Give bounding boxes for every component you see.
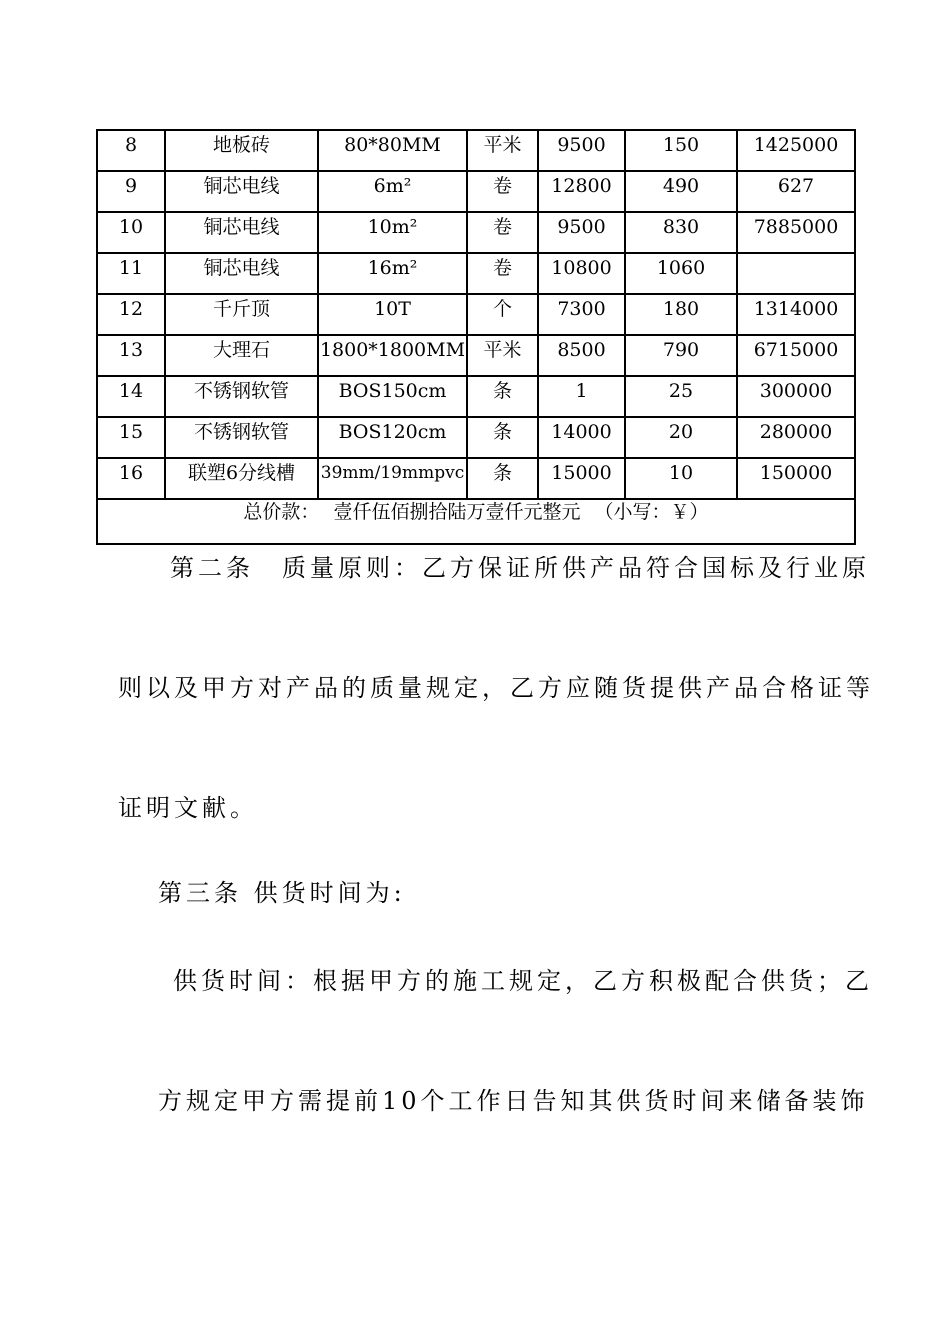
cell-unit: 平米	[467, 335, 538, 376]
cell-amount: 1425000	[737, 130, 855, 171]
table-row	[97, 171, 855, 212]
cell-no: 12	[97, 294, 165, 335]
cell-qty: 10800	[538, 253, 625, 294]
cell-unit: 个	[467, 294, 538, 335]
cell-price: 1060	[625, 253, 737, 294]
cell-price: 20	[625, 417, 737, 458]
cell-no: 15	[97, 417, 165, 458]
total-label: 总价款：	[243, 501, 320, 523]
cell-no: 11	[97, 253, 165, 294]
cell-price: 180	[625, 294, 737, 335]
cell-no: 8	[97, 130, 165, 171]
cell-unit: 卷	[467, 171, 538, 212]
table-row	[97, 458, 855, 499]
table-row	[97, 376, 855, 417]
clause-3-line-1: 供货时间：根据甲方的施工规定，乙方积极配合供货；乙	[173, 967, 873, 995]
cell-name: 铜芯电线	[165, 171, 318, 212]
cell-no: 10	[97, 212, 165, 253]
clause-2-line-3: 证明文献。	[118, 794, 258, 822]
total-cell	[97, 499, 855, 544]
cell-amount: 7885000	[737, 212, 855, 253]
cell-price: 790	[625, 335, 737, 376]
cell-qty: 14000	[538, 417, 625, 458]
total-line	[239, 500, 712, 524]
cell-qty: 12800	[538, 171, 625, 212]
table-row	[97, 335, 855, 376]
cell-amount: 280000	[737, 417, 855, 458]
table-row	[97, 212, 855, 253]
table-row	[97, 417, 855, 458]
cell-no: 13	[97, 335, 165, 376]
cell-amount: 150000	[737, 458, 855, 499]
goods-table	[96, 129, 856, 545]
cell-name: 铜芯电线	[165, 253, 318, 294]
cell-name: 不锈钢软管	[165, 376, 318, 417]
cell-spec: 39mm/19mmpvc	[318, 458, 467, 499]
clause-3-line-2: 方规定甲方需提前10个工作日告知其供货时间来储备装饰	[158, 1087, 869, 1115]
cell-unit: 条	[467, 376, 538, 417]
cell-no: 9	[97, 171, 165, 212]
cell-amount: 627	[737, 171, 855, 212]
cell-qty: 15000	[538, 458, 625, 499]
cell-amount: 1314000	[737, 294, 855, 335]
cell-amount: 6715000	[737, 335, 855, 376]
cell-price: 25	[625, 376, 737, 417]
cell-unit: 卷	[467, 253, 538, 294]
cell-qty: 9500	[538, 130, 625, 171]
table-row	[97, 294, 855, 335]
cell-unit: 条	[467, 417, 538, 458]
cell-spec: 1800*1800MM	[318, 335, 467, 376]
cell-name: 联塑6分线槽	[165, 458, 318, 499]
cell-qty: 1	[538, 376, 625, 417]
cell-spec: 10m²	[318, 212, 467, 253]
total-row	[97, 499, 855, 544]
cell-name: 地板砖	[165, 130, 318, 171]
cell-spec: 10T	[318, 294, 467, 335]
cell-unit: 卷	[467, 212, 538, 253]
cell-spec: 6m²	[318, 171, 467, 212]
total-small-label: （小写：￥）	[594, 501, 709, 523]
cell-price: 10	[625, 458, 737, 499]
clause-2-line-2: 则以及甲方对产品的质量规定，乙方应随货提供产品合格证等	[118, 674, 874, 702]
cell-price: 490	[625, 171, 737, 212]
total-amount-words: 壹仟伍佰捌拾陆万壹仟元整元	[333, 501, 581, 523]
cell-name: 千斤顶	[165, 294, 318, 335]
cell-qty: 8500	[538, 335, 625, 376]
clause-3-heading: 第三条 供货时间为:	[158, 879, 406, 907]
cell-spec: BOS150cm	[318, 376, 467, 417]
cell-amount: 300000	[737, 376, 855, 417]
cell-amount	[737, 253, 855, 294]
cell-name: 铜芯电线	[165, 212, 318, 253]
cell-price: 830	[625, 212, 737, 253]
cell-unit: 条	[467, 458, 538, 499]
cell-no: 14	[97, 376, 165, 417]
cell-qty: 9500	[538, 212, 625, 253]
table-row	[97, 253, 855, 294]
clause-2-line-1: 第二条 质量原则：乙方保证所供产品符合国标及行业原	[170, 554, 870, 582]
cell-spec: 80*80MM	[318, 130, 467, 171]
cell-price: 150	[625, 130, 737, 171]
cell-no: 16	[97, 458, 165, 499]
table-row	[97, 130, 855, 171]
cell-qty: 7300	[538, 294, 625, 335]
cell-spec: BOS120cm	[318, 417, 467, 458]
cell-spec: 16m²	[318, 253, 467, 294]
cell-name: 不锈钢软管	[165, 417, 318, 458]
cell-name: 大理石	[165, 335, 318, 376]
cell-unit: 平米	[467, 130, 538, 171]
